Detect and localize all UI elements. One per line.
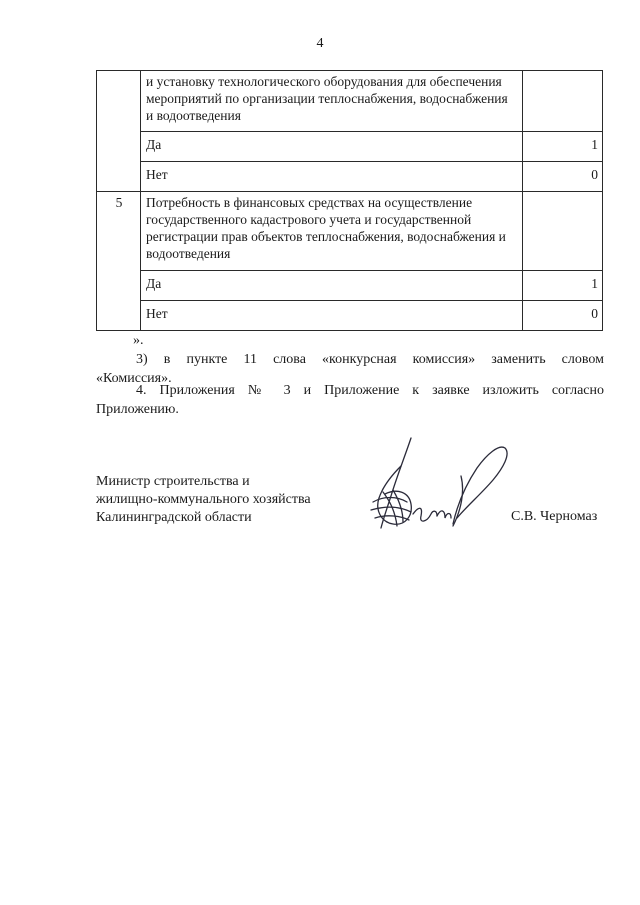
table-row xyxy=(97,71,603,132)
score-cell xyxy=(523,71,603,132)
signatory-title-line: жилищно-коммунального хозяйства xyxy=(96,492,311,507)
score-cell: 1 xyxy=(523,271,603,301)
handwritten-signature xyxy=(353,436,513,536)
closing-quote: ». xyxy=(133,333,144,348)
score-cell xyxy=(523,192,603,271)
signatory-title-line: Министр строительства и xyxy=(96,474,250,489)
criterion-description: Потребность в финансовых средствах на осуществление государственного кадастрового учета и государственной регистрации прав объектов теплоснабжения, водоснабжения и водоотведения xyxy=(141,192,523,271)
option-label: Нет xyxy=(141,301,523,331)
table-row xyxy=(97,271,603,301)
table-row xyxy=(97,132,603,162)
paragraph-4-line-2: Приложению. xyxy=(96,402,179,417)
signatory-title xyxy=(96,473,311,527)
score-cell: 0 xyxy=(523,301,603,331)
score-cell: 1 xyxy=(523,132,603,162)
option-label: Нет xyxy=(141,162,523,192)
score-cell: 0 xyxy=(523,162,603,192)
signatory-title-line: Калининградской области xyxy=(96,510,252,525)
signer-name: С.В. Черномаз xyxy=(511,509,598,524)
paragraph-4-line-1: 4. Приложения № 3 и Приложение к заявке изложить согласно xyxy=(136,383,604,398)
criterion-description: и установку технологического оборудования для обеспечения мероприятий по организации теплоснабжения, водоснабжения и водоотведения xyxy=(141,71,523,132)
page-number: 4 xyxy=(316,36,324,51)
table-row xyxy=(97,301,603,331)
table-row xyxy=(97,162,603,192)
row-number-cell xyxy=(97,71,141,192)
table-row xyxy=(97,192,603,271)
option-label: Да xyxy=(141,132,523,162)
criteria-table xyxy=(96,70,603,331)
row-number-cell: 5 xyxy=(97,192,141,331)
option-label: Да xyxy=(141,271,523,301)
paragraph-4 xyxy=(96,381,604,419)
paragraph-3-line-2: «Комиссия». xyxy=(96,371,172,386)
paragraph-3-line-1: 3) в пункте 11 слова «конкурсная комиссия» заменить словом xyxy=(136,352,604,367)
